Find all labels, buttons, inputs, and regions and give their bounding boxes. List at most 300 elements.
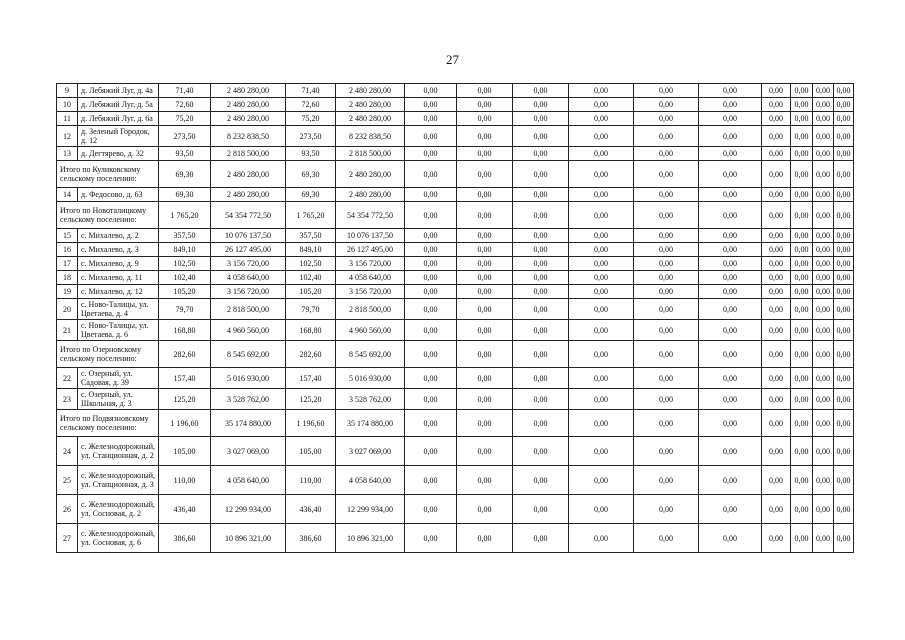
area-cell: 102,50 [286,257,336,271]
cost-cell: 3 027 069,00 [211,437,286,466]
area-cell: 1 196,60 [286,410,336,437]
area-cell: 69,30 [159,188,211,202]
table-row [57,466,854,495]
value-cell: 0,00 [834,495,854,524]
value-cell: 0,00 [457,389,513,410]
row-number-cell: 13 [57,147,78,161]
value-cell: 0,00 [405,320,457,341]
cost-cell: 2 480 280,00 [211,188,286,202]
row-number-cell: 25 [57,466,78,495]
value-cell: 0,00 [699,243,762,257]
cost-cell: 5 016 930,00 [336,368,405,389]
value-cell: 0,00 [699,466,762,495]
value-cell: 0,00 [634,389,699,410]
area-cell: 386,60 [286,524,336,553]
value-cell: 0,00 [569,437,634,466]
value-cell: 0,00 [834,112,854,126]
row-number-cell: 16 [57,243,78,257]
value-cell: 0,00 [813,495,834,524]
value-cell: 0,00 [834,126,854,147]
address-cell: с. Михалево, д. 3 [78,243,159,257]
row-number-cell: 19 [57,285,78,299]
value-cell: 0,00 [569,229,634,243]
cost-cell: 2 480 280,00 [211,84,286,98]
area-cell: 386,60 [159,524,211,553]
value-cell: 0,00 [699,285,762,299]
value-cell: 0,00 [569,410,634,437]
value-cell: 0,00 [762,84,791,98]
value-cell: 0,00 [762,188,791,202]
row-number-cell: 18 [57,271,78,285]
value-cell: 0,00 [813,410,834,437]
value-cell: 0,00 [791,271,813,285]
address-cell: д. Федосово, д. 63 [78,188,159,202]
value-cell: 0,00 [513,202,569,229]
value-cell: 0,00 [762,229,791,243]
area-cell: 273,50 [159,126,211,147]
value-cell: 0,00 [813,98,834,112]
address-cell: д. Лебяжий Луг, д. 4а [78,84,159,98]
subtotal-label: Итого по Куликовскому сельскому поселению: [57,161,159,188]
value-cell: 0,00 [699,112,762,126]
value-cell: 0,00 [457,84,513,98]
row-number-cell: 22 [57,368,78,389]
area-cell: 105,00 [286,437,336,466]
value-cell: 0,00 [791,257,813,271]
value-cell: 0,00 [405,84,457,98]
table-row [57,147,854,161]
value-cell: 0,00 [405,271,457,285]
value-cell: 0,00 [762,147,791,161]
area-cell: 125,20 [286,389,336,410]
area-cell: 110,00 [286,466,336,495]
value-cell: 0,00 [634,437,699,466]
value-cell: 0,00 [457,466,513,495]
cost-cell: 2 818 500,00 [211,147,286,161]
value-cell: 0,00 [569,257,634,271]
value-cell: 0,00 [513,257,569,271]
value-cell: 0,00 [699,341,762,368]
cost-cell: 5 016 930,00 [211,368,286,389]
table-row [57,126,854,147]
cost-cell: 10 896 321,00 [211,524,286,553]
area-cell: 436,40 [286,495,336,524]
value-cell: 0,00 [634,126,699,147]
value-cell: 0,00 [791,389,813,410]
value-cell: 0,00 [762,112,791,126]
value-cell: 0,00 [762,299,791,320]
table-body [57,84,854,553]
value-cell: 0,00 [813,389,834,410]
value-cell: 0,00 [813,271,834,285]
cost-cell: 2 818 500,00 [336,147,405,161]
area-cell: 282,60 [159,341,211,368]
table-row [57,320,854,341]
value-cell: 0,00 [634,188,699,202]
row-number-cell: 11 [57,112,78,126]
value-cell: 0,00 [634,495,699,524]
value-cell: 0,00 [813,229,834,243]
area-cell: 168,80 [159,320,211,341]
area-cell: 71,40 [159,84,211,98]
value-cell: 0,00 [813,299,834,320]
cost-cell: 8 545 692,00 [211,341,286,368]
cost-cell: 4 960 560,00 [211,320,286,341]
area-cell: 157,40 [159,368,211,389]
cost-cell: 35 174 880,00 [336,410,405,437]
value-cell: 0,00 [813,368,834,389]
value-cell: 0,00 [569,161,634,188]
value-cell: 0,00 [791,299,813,320]
table-row [57,389,854,410]
address-cell: с. Железнодорожный, ул. Станционная, д. 3 [78,466,159,495]
value-cell: 0,00 [457,161,513,188]
table-row [57,299,854,320]
value-cell: 0,00 [634,112,699,126]
value-cell: 0,00 [762,341,791,368]
cost-cell: 2 480 280,00 [211,112,286,126]
value-cell: 0,00 [834,389,854,410]
cost-cell: 2 818 500,00 [336,299,405,320]
value-cell: 0,00 [699,271,762,285]
value-cell: 0,00 [569,524,634,553]
address-cell: с. Ново-Талицы, ул. Цветаева, д. 4 [78,299,159,320]
area-cell: 125,20 [159,389,211,410]
area-cell: 69,30 [286,161,336,188]
value-cell: 0,00 [834,161,854,188]
row-number-cell: 17 [57,257,78,271]
value-cell: 0,00 [457,437,513,466]
value-cell: 0,00 [791,495,813,524]
value-cell: 0,00 [762,410,791,437]
area-cell: 157,40 [286,368,336,389]
value-cell: 0,00 [634,161,699,188]
value-cell: 0,00 [634,147,699,161]
cost-cell: 26 127 495,00 [336,243,405,257]
value-cell: 0,00 [569,202,634,229]
value-cell: 0,00 [791,410,813,437]
value-cell: 0,00 [699,257,762,271]
address-cell: с. Озерный, ул. Садовая, д. 39 [78,368,159,389]
value-cell: 0,00 [513,229,569,243]
value-cell: 0,00 [813,202,834,229]
area-cell: 1 196,60 [159,410,211,437]
row-number-cell: 20 [57,299,78,320]
value-cell: 0,00 [791,126,813,147]
value-cell: 0,00 [513,147,569,161]
value-cell: 0,00 [699,495,762,524]
cost-cell: 4 058 640,00 [211,466,286,495]
value-cell: 0,00 [457,495,513,524]
cost-cell: 12 299 934,00 [211,495,286,524]
area-cell: 105,20 [159,285,211,299]
value-cell: 0,00 [813,320,834,341]
value-cell: 0,00 [834,320,854,341]
value-cell: 0,00 [405,147,457,161]
area-cell: 849,10 [286,243,336,257]
value-cell: 0,00 [834,271,854,285]
cost-cell: 3 528 762,00 [336,389,405,410]
subtotal-label: Итого по Подвязновскому сельскому поселению: [57,410,159,437]
value-cell: 0,00 [699,389,762,410]
value-cell: 0,00 [457,229,513,243]
address-cell: с. Железнодорожный, ул. Сосновая, д. 6 [78,524,159,553]
area-cell: 436,40 [159,495,211,524]
area-cell: 72,60 [159,98,211,112]
cost-cell: 3 156 720,00 [211,257,286,271]
cost-cell: 3 156 720,00 [336,285,405,299]
value-cell: 0,00 [405,368,457,389]
address-cell: д. Зеленый Городок, д. 12 [78,126,159,147]
value-cell: 0,00 [457,188,513,202]
value-cell: 0,00 [762,466,791,495]
value-cell: 0,00 [405,285,457,299]
value-cell: 0,00 [513,243,569,257]
area-cell: 72,60 [286,98,336,112]
value-cell: 0,00 [513,271,569,285]
value-cell: 0,00 [513,368,569,389]
address-cell: д. Лебяжий Луг, д. 6а [78,112,159,126]
table-row [57,229,854,243]
address-cell: с. Михалево, д. 9 [78,257,159,271]
table-row [57,437,854,466]
value-cell: 0,00 [405,112,457,126]
value-cell: 0,00 [813,84,834,98]
value-cell: 0,00 [513,299,569,320]
row-number-cell: 23 [57,389,78,410]
area-cell: 357,50 [286,229,336,243]
value-cell: 0,00 [405,98,457,112]
value-cell: 0,00 [513,410,569,437]
value-cell: 0,00 [457,112,513,126]
value-cell: 0,00 [634,524,699,553]
value-cell: 0,00 [405,161,457,188]
value-cell: 0,00 [699,229,762,243]
value-cell: 0,00 [634,341,699,368]
value-cell: 0,00 [405,188,457,202]
cost-cell: 54 354 772,50 [336,202,405,229]
value-cell: 0,00 [791,285,813,299]
address-cell: с. Ново-Талицы, ул. Цветаева, д. 6 [78,320,159,341]
value-cell: 0,00 [457,410,513,437]
value-cell: 0,00 [791,188,813,202]
area-cell: 79,70 [159,299,211,320]
cost-cell: 2 480 280,00 [211,161,286,188]
value-cell: 0,00 [762,161,791,188]
value-cell: 0,00 [457,147,513,161]
value-cell: 0,00 [513,524,569,553]
value-cell: 0,00 [834,257,854,271]
value-cell: 0,00 [405,243,457,257]
area-cell: 102,40 [286,271,336,285]
value-cell: 0,00 [405,389,457,410]
value-cell: 0,00 [762,285,791,299]
area-cell: 357,50 [159,229,211,243]
value-cell: 0,00 [569,299,634,320]
value-cell: 0,00 [834,84,854,98]
value-cell: 0,00 [634,257,699,271]
value-cell: 0,00 [405,341,457,368]
value-cell: 0,00 [513,466,569,495]
address-cell: с. Железнодорожный, ул. Сосновая, д. 2 [78,495,159,524]
value-cell: 0,00 [699,368,762,389]
table-row [57,271,854,285]
area-cell: 75,20 [286,112,336,126]
value-cell: 0,00 [457,285,513,299]
value-cell: 0,00 [834,229,854,243]
area-cell: 93,50 [159,147,211,161]
value-cell: 0,00 [813,243,834,257]
area-cell: 1 765,20 [286,202,336,229]
value-cell: 0,00 [791,466,813,495]
value-cell: 0,00 [513,437,569,466]
value-cell: 0,00 [699,299,762,320]
row-number-cell: 15 [57,229,78,243]
area-cell: 75,20 [159,112,211,126]
area-cell: 110,00 [159,466,211,495]
table-row [57,98,854,112]
cost-cell: 10 076 137,50 [336,229,405,243]
value-cell: 0,00 [834,147,854,161]
value-cell: 0,00 [513,320,569,341]
cost-cell: 2 480 280,00 [336,98,405,112]
area-cell: 102,40 [159,271,211,285]
value-cell: 0,00 [791,524,813,553]
value-cell: 0,00 [834,202,854,229]
table-row [57,495,854,524]
value-cell: 0,00 [762,243,791,257]
cost-cell: 4 058 640,00 [336,466,405,495]
table-row [57,112,854,126]
value-cell: 0,00 [569,495,634,524]
area-cell: 69,30 [286,188,336,202]
area-cell: 849,10 [159,243,211,257]
address-cell: с. Михалево, д. 12 [78,285,159,299]
value-cell: 0,00 [457,524,513,553]
value-cell: 0,00 [457,299,513,320]
value-cell: 0,00 [569,126,634,147]
area-cell: 79,70 [286,299,336,320]
value-cell: 0,00 [699,98,762,112]
row-number-cell: 27 [57,524,78,553]
value-cell: 0,00 [813,466,834,495]
value-cell: 0,00 [813,112,834,126]
value-cell: 0,00 [569,368,634,389]
value-cell: 0,00 [699,437,762,466]
value-cell: 0,00 [813,257,834,271]
value-cell: 0,00 [457,341,513,368]
value-cell: 0,00 [699,147,762,161]
value-cell: 0,00 [634,368,699,389]
value-cell: 0,00 [634,466,699,495]
address-cell: с. Михалево, д. 11 [78,271,159,285]
value-cell: 0,00 [762,320,791,341]
value-cell: 0,00 [457,126,513,147]
subtotal-row [57,202,854,229]
value-cell: 0,00 [405,257,457,271]
value-cell: 0,00 [405,410,457,437]
area-cell: 1 765,20 [159,202,211,229]
value-cell: 0,00 [834,437,854,466]
subtotal-label: Итого по Озерновскому сельскому поселению: [57,341,159,368]
value-cell: 0,00 [791,84,813,98]
value-cell: 0,00 [791,437,813,466]
value-cell: 0,00 [457,320,513,341]
value-cell: 0,00 [513,389,569,410]
cost-cell: 26 127 495,00 [211,243,286,257]
value-cell: 0,00 [513,188,569,202]
value-cell: 0,00 [813,437,834,466]
value-cell: 0,00 [699,161,762,188]
value-cell: 0,00 [791,229,813,243]
cost-cell: 2 480 280,00 [336,188,405,202]
value-cell: 0,00 [791,202,813,229]
value-cell: 0,00 [457,257,513,271]
value-cell: 0,00 [699,84,762,98]
value-cell: 0,00 [762,495,791,524]
value-cell: 0,00 [634,202,699,229]
cost-cell: 4 058 640,00 [211,271,286,285]
value-cell: 0,00 [762,368,791,389]
value-cell: 0,00 [634,84,699,98]
value-cell: 0,00 [791,147,813,161]
value-cell: 0,00 [513,112,569,126]
address-cell: с. Железнодорожный, ул. Станционная, д. 2 [78,437,159,466]
area-cell: 71,40 [286,84,336,98]
value-cell: 0,00 [513,161,569,188]
value-cell: 0,00 [457,98,513,112]
subtotal-row [57,341,854,368]
value-cell: 0,00 [762,98,791,112]
value-cell: 0,00 [634,285,699,299]
table-row [57,188,854,202]
row-number-cell: 26 [57,495,78,524]
cost-cell: 3 156 720,00 [336,257,405,271]
value-cell: 0,00 [813,188,834,202]
value-cell: 0,00 [405,126,457,147]
row-number-cell: 9 [57,84,78,98]
value-cell: 0,00 [791,243,813,257]
value-cell: 0,00 [457,368,513,389]
value-cell: 0,00 [457,243,513,257]
value-cell: 0,00 [513,98,569,112]
address-cell: с. Озерный, ул. Школьная, д. 3 [78,389,159,410]
value-cell: 0,00 [405,437,457,466]
table-row [57,524,854,553]
value-cell: 0,00 [813,126,834,147]
cost-cell: 10 896 321,00 [336,524,405,553]
cost-cell: 10 076 137,50 [211,229,286,243]
area-cell: 273,50 [286,126,336,147]
value-cell: 0,00 [834,243,854,257]
cost-cell: 2 480 280,00 [336,161,405,188]
cost-cell: 2 818 500,00 [211,299,286,320]
value-cell: 0,00 [813,341,834,368]
value-cell: 0,00 [569,320,634,341]
value-cell: 0,00 [634,410,699,437]
value-cell: 0,00 [513,495,569,524]
value-cell: 0,00 [513,341,569,368]
address-cell: д. Дегтярево, д. 32 [78,147,159,161]
value-cell: 0,00 [569,243,634,257]
value-cell: 0,00 [699,410,762,437]
value-cell: 0,00 [762,524,791,553]
value-cell: 0,00 [634,320,699,341]
value-cell: 0,00 [834,299,854,320]
value-cell: 0,00 [569,84,634,98]
value-cell: 0,00 [569,112,634,126]
table-row [57,368,854,389]
